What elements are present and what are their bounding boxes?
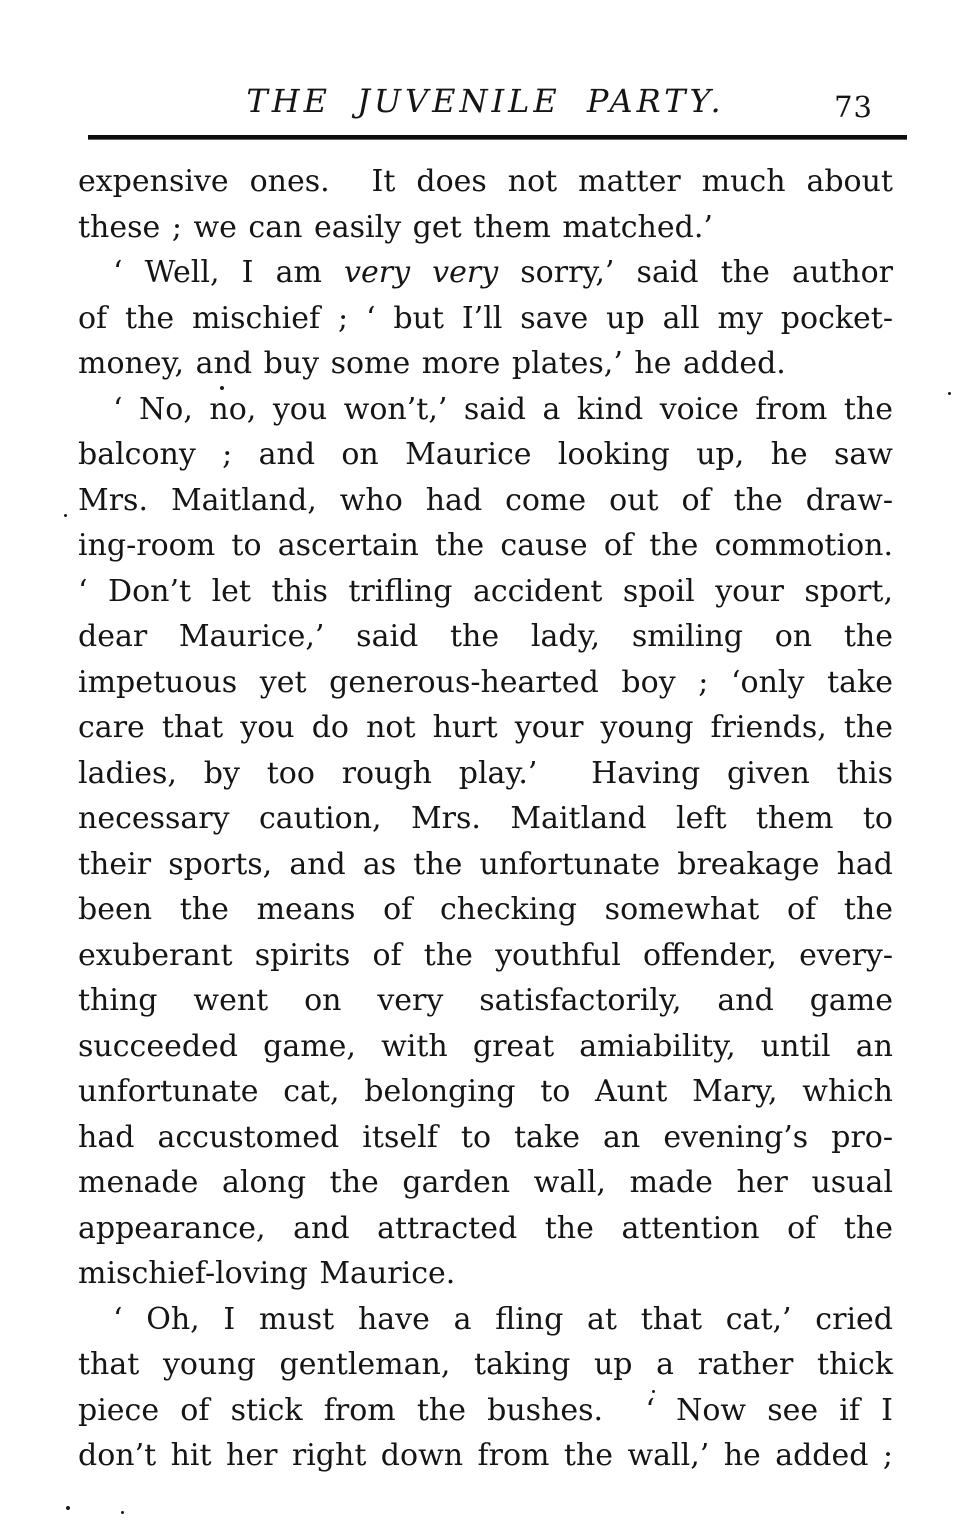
text-line	[78, 796, 893, 842]
text-line	[78, 614, 893, 660]
text-line	[78, 296, 893, 342]
text-segment: ‘ Oh, I must have a fling at that cat,’ cried	[113, 1301, 893, 1337]
text-segment: been the means of checking somewhat of the	[78, 892, 893, 927]
text-segment: balcony ; and on Maurice looking up, he saw	[78, 437, 893, 472]
scan-speck	[66, 1506, 70, 1510]
text-line	[78, 341, 893, 387]
text-segment: unfortunate cat, belonging to Aunt Mary, which	[78, 1074, 893, 1109]
text-segment: appearance, and attracted the attention of the	[78, 1210, 893, 1246]
scan-speck	[220, 386, 224, 390]
text-segment: thing went on very satisfactorily, and game	[78, 983, 893, 1018]
text-segment: succeeded game, with great amiability, until an	[78, 1028, 893, 1064]
text-segment: ‘ No, no, you won’t,’ said a kind voice from the	[113, 391, 893, 427]
text-segment: mischief-loving Maurice.	[78, 1256, 456, 1291]
text-line	[78, 1206, 893, 1252]
scan-speck	[652, 1390, 655, 1393]
text-segment: piece of stick from the bushes. ‘ Now see if I	[78, 1392, 893, 1428]
text-line	[78, 887, 893, 933]
text-segment: menade along the garden wall, made her usual	[78, 1165, 893, 1200]
text-line	[78, 159, 893, 205]
text-segment: their sports, and as the unfortunate breakage had	[78, 846, 893, 882]
text-line	[78, 1115, 893, 1161]
text-line	[78, 751, 893, 797]
scan-speck	[948, 392, 951, 395]
text-line	[78, 432, 893, 478]
text-line	[78, 387, 893, 433]
text-segment: expensive ones. It does not matter much about	[78, 164, 893, 199]
text-line	[78, 205, 893, 251]
text-line	[78, 1297, 893, 1343]
text-segment: dear Maurice,’ said the lady, smiling on the	[78, 619, 893, 654]
text-segment: ‘ Well, I am	[113, 255, 345, 290]
text-line	[78, 1388, 893, 1434]
text-line	[78, 1342, 893, 1388]
text-segment: ‘ Don’t let this trifling accident spoil your sport,	[78, 573, 893, 609]
text-line	[78, 1433, 893, 1479]
text-segment: that young gentleman, taking up a rather thick	[78, 1347, 893, 1382]
text-line	[78, 842, 893, 888]
text-line	[78, 523, 893, 569]
emphasized-text: very very	[344, 255, 499, 290]
text-line	[78, 933, 893, 979]
text-line	[78, 1069, 893, 1115]
text-line	[78, 1251, 893, 1297]
page-number: 73	[834, 90, 873, 124]
text-segment: necessary caution, Mrs. Maitland left them to	[78, 801, 893, 836]
text-segment: ing-room to ascertain the cause of the commotion.	[78, 528, 893, 563]
text-line	[78, 1024, 893, 1070]
text-segment: don’t hit her right down from the wall,’ he added ;	[78, 1438, 893, 1473]
text-line	[78, 660, 893, 706]
text-line	[78, 1160, 893, 1206]
text-line	[78, 569, 893, 615]
text-line	[78, 978, 893, 1024]
text-segment: these ; we can easily get them matched.’	[78, 209, 713, 245]
text-line	[78, 705, 893, 751]
scan-speck	[64, 514, 67, 517]
header-rule	[88, 135, 907, 140]
text-segment: impetuous yet generous-hearted boy ; ‘only take	[78, 664, 893, 700]
text-segment: ladies, by too rough play.’ Having given this	[78, 755, 893, 791]
text-segment: money, and buy some more plates,’ he added.	[78, 346, 786, 381]
text-line	[78, 250, 893, 296]
text-line	[78, 478, 893, 524]
scan-speck	[121, 1511, 124, 1514]
text-segment: had accustomed itself to take an evening’s pro-	[78, 1119, 893, 1155]
text-segment: of the mischief ; ‘ but I’ll save up all my pocket-	[78, 300, 893, 336]
text-segment: Mrs. Maitland, who had come out of the draw-	[78, 482, 893, 518]
text-segment: exuberant spirits of the youthful offender, every-	[78, 937, 893, 973]
text-segment: care that you do not hurt your young friends, the	[78, 710, 893, 745]
running-header-title: THE JUVENILE PARTY.	[246, 82, 725, 120]
body-text	[78, 159, 893, 1479]
text-segment: sorry,’ said the author	[498, 255, 893, 290]
